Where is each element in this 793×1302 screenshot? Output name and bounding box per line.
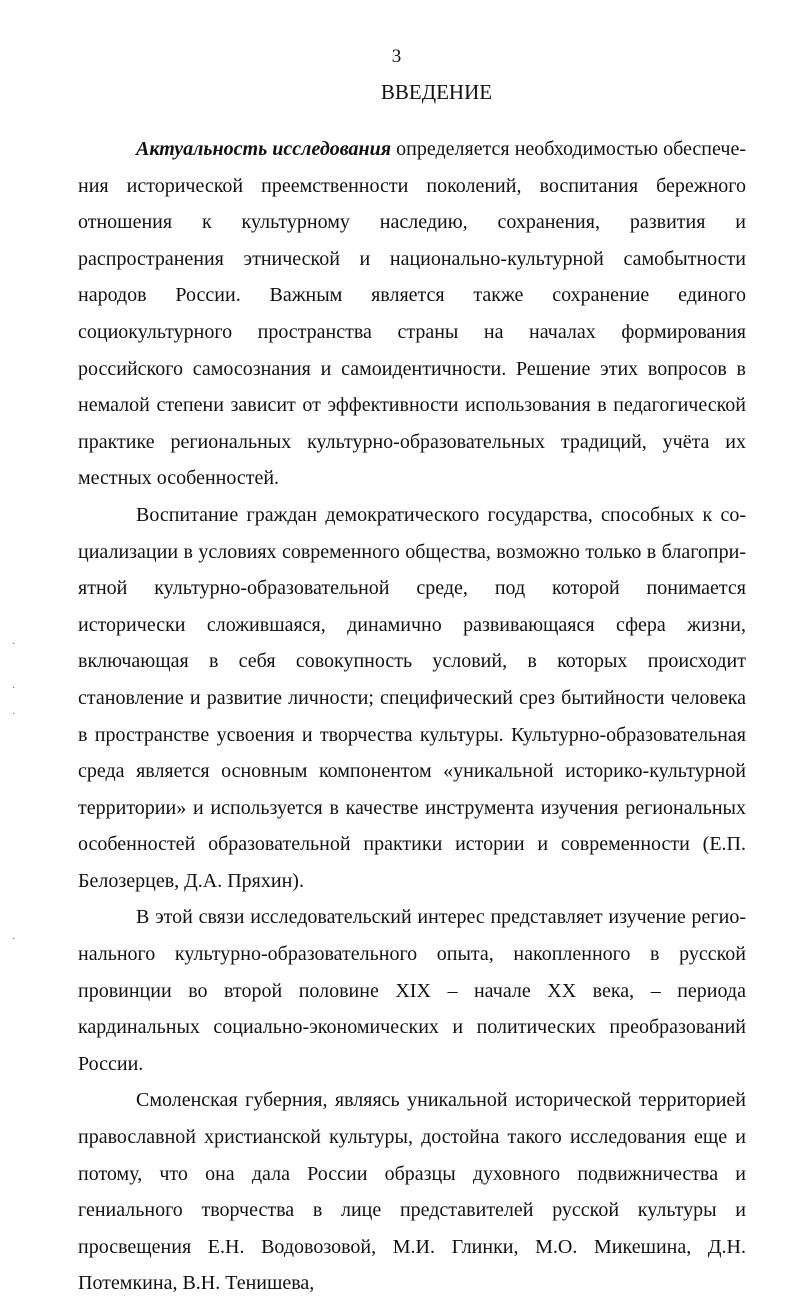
page-title: ВВЕДЕНИЕ — [380, 80, 493, 104]
paragraph-education-environment — [78, 497, 746, 900]
scan-mark: · — [12, 639, 16, 650]
scan-mark: · — [12, 709, 16, 720]
paragraph-text: Воспитание граждан демократического государства, способных к социализации в условиях современного общества, возможно только в благоприятной культурно-образовательной среде, под которой понимается исторически сложившаяся, динамично развивающаяся сфера жизни, включающая в себя совокупность условий, в которых происходит становление и развитие личности; специфический срез бытийности человека в пространстве усвоения и творчества культуры. Культурно-образовательная среда является основным компонентом «уникальной историко-культурной территории» и используется в качестве инструмента изучения региональных особенностей образовательной практики истории и современности (Е.П. Белозерцев, Д.А. Пряхин). — [78, 503, 746, 892]
paragraph-research-interest — [78, 899, 746, 1082]
paragraph-lead: Актуальность исследования — [136, 138, 392, 160]
page-number: 3 — [391, 46, 402, 67]
scan-mark: · — [12, 934, 16, 945]
scan-mark: · — [12, 683, 16, 694]
paragraph-text: определяется необходимостью обеспечения исторической преемственности поколений, воспитания бережного отношения к культурному наследию, сохранения, развития и распространения этнической и национально-культурной самобытности народов России. Важным является также сохранение единого социокультурного пространства страны на началах формирования российского самосознания и самоидентичности. Решение этих вопросов в немалой степени зависит от эффективности использования в педагогической практике региональных культурно-образовательных традиций, учёта их местных особенностей. — [78, 138, 746, 490]
paragraph-smolensk — [78, 1082, 746, 1302]
document-body — [78, 131, 746, 1302]
paragraph-text: В этой связи исследовательский интерес представляет изучение регионального культурно-образовательного опыта, накопленного в русской провинции во второй половине XIX – начале XX века, – периода кардинальных социально-экономических и политических преобразований России. — [78, 906, 746, 1075]
paragraph-text: Смоленская губерния, являясь уникальной исторической территорией православной христианской культуры, достойна такого исследования еще и потому, что она дала России образцы духовного подвижничества и гениального творчества в лице представителей русской культуры и просвещения Е.Н. Водовозовой, М.И. Глинки, М.О. Микешина, Д.Н. Потемкина, В.Н. Тенишева, — [78, 1089, 746, 1295]
paragraph-relevance — [78, 131, 746, 497]
